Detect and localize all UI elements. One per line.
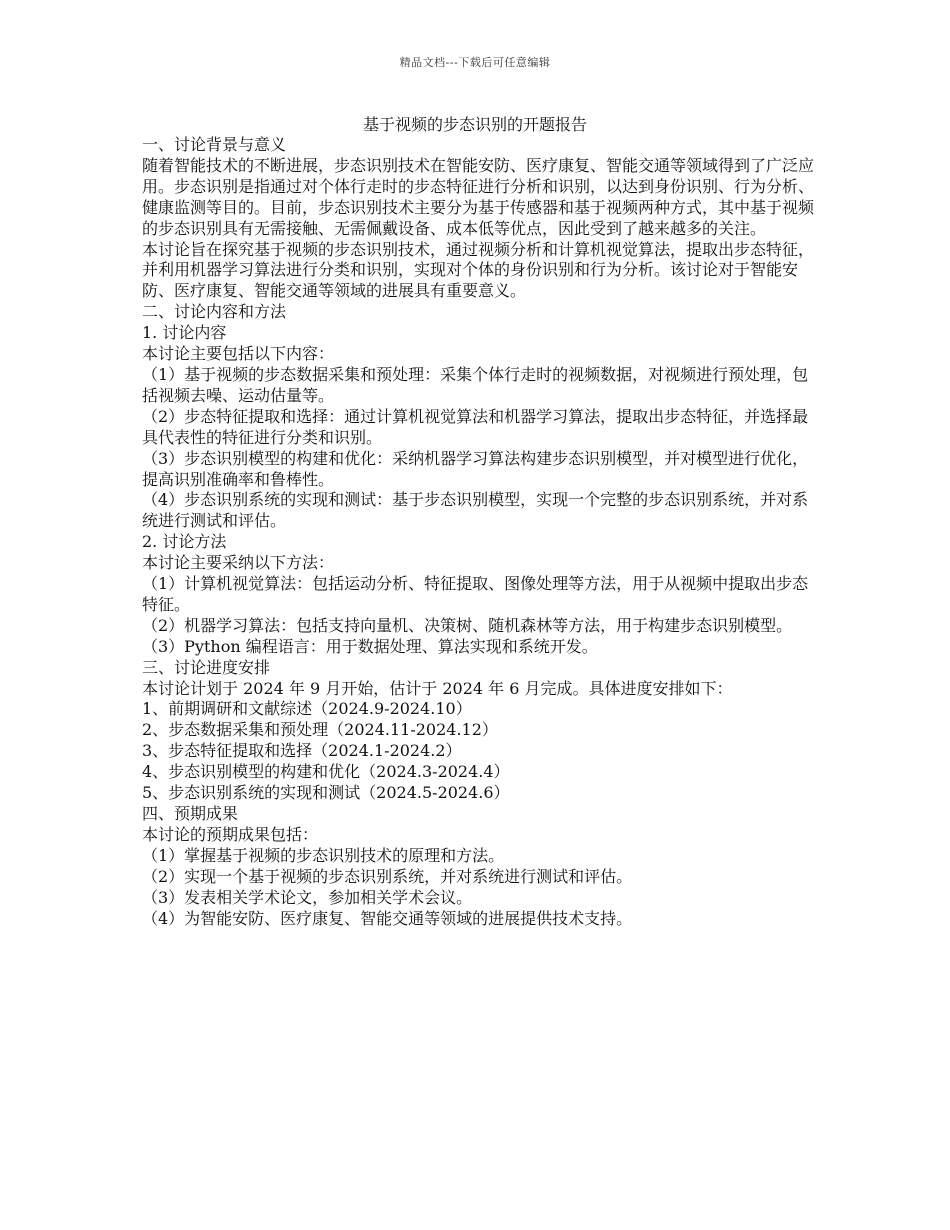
subheading-methods: 2. 讨论方法 (142, 532, 227, 552)
list-item-outcome-1: （1）掌握基于视频的步态识别技术的原理和方法。 (142, 845, 505, 865)
section-heading-content-methods: 二、讨论内容和方法 (142, 302, 287, 322)
list-item-content-2: （2）步态特征提取和选择：通过计算机视觉算法和机器学习算法，提取出步态特征，并选择最具代表性的特征进行分类和识别。 (142, 406, 809, 447)
list-item-content-1: （1）基于视频的步态数据采集和预处理：采集个体行走时的视频数据，对视频进行预处理，包括视频去噪、运动估量等。 (142, 364, 809, 405)
section-heading-outcomes: 四、预期成果 (142, 804, 239, 823)
list-item-outcome-4: （4）为智能安防、医疗康复、智能交通等领域的进展提供技术支持。 (142, 908, 633, 928)
list-item-outcome-2: （2）实现一个基于视频的步态识别系统，并对系统进行测试和评估。 (142, 866, 633, 886)
list-item-outcome-3: （3）发表相关学术论文，参加相关学术会议。 (142, 887, 473, 907)
subheading-content: 1. 讨论内容 (142, 323, 227, 343)
list-item-content-4: （4）步态识别系统的实现和测试：基于步态识别模型，实现一个完整的步态识别系统，并对系统进行测试和评估。 (142, 490, 809, 531)
list-item-schedule-5: 5、步态识别系统的实现和测试（2024.5-2024.6） (142, 783, 510, 803)
list-item-method-1: （1）计算机视觉算法：包括运动分析、特征提取、图像处理等方法，用于从视频中提取出步态特征。 (142, 574, 809, 614)
list-item-method-3: （3）Python 编程语言：用于数据处理、算法实现和系统开发。 (142, 636, 598, 656)
list-item-schedule-3: 3、步态特征提取和选择（2024.1-2024.2） (142, 741, 462, 761)
paragraph-purpose: 本讨论旨在探究基于视频的步态识别技术，通过视频分析和计算机视觉算法，提取出步态特征，并利用机器学习算法进行分类和识别，实现对个体的身份识别和行为分析。该讨论对于智能安防、医疗康复、智能交通等领域的进展具有重要意义。 (142, 239, 815, 301)
list-item-schedule-1: 1、前期调研和文献综述（2024.9-2024.10） (142, 699, 472, 719)
paragraph-content-intro: 本讨论主要包括以下内容： (142, 344, 335, 364)
list-item-content-3: （3）步态识别模型的构建和优化：采纳机器学习算法构建步态识别模型，并对模型进行优化，提高识别准确率和鲁棒性。 (142, 448, 809, 489)
list-item-schedule-2: 2、步态数据采集和预处理（2024.11-2024.12） (142, 720, 498, 740)
paragraph-methods-intro: 本讨论主要采纳以下方法： (142, 553, 335, 573)
page-header: 精品文档---下载后可任意编辑 (399, 56, 551, 69)
list-item-method-2: （2）机器学习算法：包括支持向量机、决策树、随机森林等方法，用于构建步态识别模型。 (142, 615, 793, 635)
list-item-schedule-4: 4、步态识别模型的构建和优化（2024.3-2024.4） (142, 762, 510, 782)
document-title: 基于视频的步态识别的开题报告 (362, 115, 587, 134)
paragraph-schedule-intro: 本讨论计划于 2024 年 9 月开始，估计于 2024 年 6 月完成。具体进度安排如下： (142, 678, 733, 698)
paragraph-background: 随着智能技术的不断进展，步态识别技术在智能安防、医疗康复、智能交通等领域得到了广泛应用。步态识别是指通过对个体行走时的步态特征进行分析和识别，以达到身份识别、行为分析、健康监测等目的。目前，步态识别技术主要分为基于传感器和基于视频两种方式，其中基于视频的步态识别具有无需接触、无需佩戴设备、成本低等优点，因此受到了越来越多的关注。 (142, 155, 815, 238)
section-heading-background: 一、讨论背景与意义 (142, 135, 287, 154)
document-body (142, 135, 814, 929)
paragraph-outcomes-intro: 本讨论的预期成果包括： (142, 824, 319, 844)
section-heading-schedule: 三、讨论进度安排 (142, 657, 271, 677)
